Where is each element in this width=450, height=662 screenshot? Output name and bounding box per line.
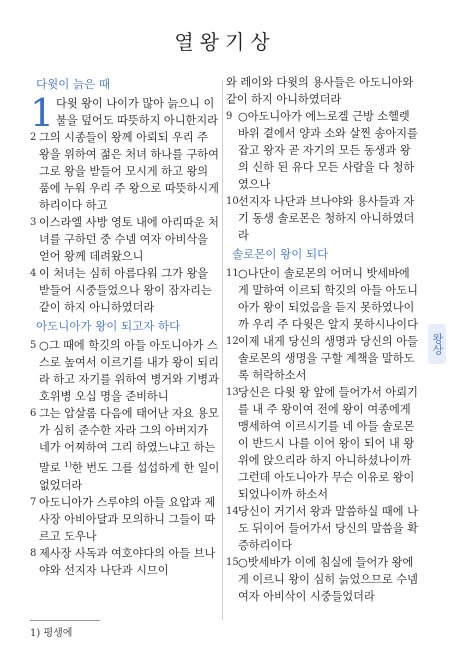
verse-number: 12 bbox=[226, 336, 239, 347]
footnote-marker: 1) bbox=[64, 460, 72, 469]
verse-number: 3 bbox=[30, 217, 37, 228]
verse-3 bbox=[30, 214, 220, 265]
footnote-rule bbox=[30, 620, 100, 621]
verse-12 bbox=[226, 333, 418, 384]
verse-text: ○그 때에 학깃의 아들 아도니아가 스스로 높여서 이르기를 내가 왕이 되리라 하고 자기를 위하여 병거와 기병과 호위병 오십 명을 준비하니 bbox=[39, 339, 219, 403]
verse-text: ○밧세바가 이에 침실에 들어가 왕에게 이르니 왕이 심히 늙었으므로 수넴 여자 아비삭이 시중들었더라 bbox=[238, 556, 418, 603]
verse-text-part: 한 번도 그를 섭섭하게 한 일이 없었더라 bbox=[39, 461, 220, 492]
verse-number: 14 bbox=[226, 506, 239, 517]
verse-7 bbox=[30, 494, 220, 545]
verse-1 bbox=[30, 91, 220, 135]
verse-number: 15 bbox=[226, 557, 239, 568]
verse-number: 9 bbox=[226, 111, 233, 122]
section-heading: 솔로몬이 왕이 되다 bbox=[232, 247, 329, 261]
verse-text: 이 처녀는 심히 아름다워 그가 왕을 받들어 시중들었으나 왕이 잠자리는 같이 하지 아니하였더라 bbox=[39, 267, 212, 314]
verse-8 bbox=[30, 545, 220, 579]
section-heading: 아도니아가 왕이 되고자 하다 bbox=[36, 319, 181, 333]
verse-text: 다윗 왕이 나이가 많아 늙으니 이불을 덮어도 따뜻하지 아니한지라 bbox=[56, 97, 218, 127]
verse-text: 선지자 나단과 브나야와 용사들과 자기 동생 솔로몬은 청하지 아니하였더라 bbox=[238, 195, 415, 242]
verse-text: ○나단이 솔로몬의 어머니 밧세바에게 말하여 이르되 학깃의 아들 아도니아가 왕이 되었음을 듣지 못하였나이까 우리 주 다윗은 알지 못하시나이다 bbox=[238, 267, 418, 331]
verse-text: ○아도니아가 에느로겔 근방 소헬렛 바위 곁에서 양과 소와 살찐 송아지를 잡고 왕자 곧 자기의 모든 동생과 왕의 신하 된 유다 모든 사람을 다 청하였으나 bbox=[238, 110, 418, 191]
verse-number: 10 bbox=[226, 196, 239, 207]
verse-10 bbox=[226, 193, 418, 244]
chapter-number: 1 bbox=[30, 91, 55, 135]
verse-number: 4 bbox=[30, 268, 37, 279]
verse-text bbox=[39, 405, 220, 494]
verse-number: 8 bbox=[30, 547, 37, 559]
verse-2 bbox=[30, 129, 220, 214]
verse-13 bbox=[226, 384, 418, 503]
verse-number: 13 bbox=[226, 387, 239, 398]
verse-5 bbox=[30, 337, 220, 405]
verse-text: 당신이 거기서 왕과 말씀하실 때에 나도 뒤이어 들어가서 당신의 말씀을 확증하리이다 bbox=[238, 505, 418, 552]
left-column bbox=[30, 74, 220, 579]
column-divider bbox=[222, 80, 223, 620]
verse-text: 당신은 다윗 왕 앞에 들어가서 아뢰기를 내 주 왕이여 전에 왕이 여종에게 맹세하여 이르시기를 네 아들 솔로몬이 반드시 나를 이어 왕이 되어 내 왕위에 앉으리라 하지 아니하셨나이까 그런데 아도니아가 무슨 이유로 왕이 되었나이까 하소서 bbox=[238, 386, 418, 501]
verse-4 bbox=[30, 265, 220, 316]
verse-number: 7 bbox=[30, 496, 37, 508]
verse-text: 아도니아가 스루야의 아들 요압과 제사장 아비아달과 모의하니 그들이 따르고 도우나 bbox=[39, 495, 216, 543]
verse-text: 그의 시종들이 왕께 아뢰되 우리 주 왕을 위하여 젊은 처녀 하나를 구하여 그로 왕을 받들어 모시게 하고 왕의 품에 누워 우리 주 왕으로 따뜻하시게 하리이다 하고 bbox=[39, 131, 219, 212]
verse-text-part: 그는 압살롬 다음에 태어난 자요 용모가 심히 준수한 자라 그의 아버지가 네가 어찌하여 그리 하였느냐고 하는 말로 bbox=[39, 407, 219, 475]
verse-text: 제사장 사독과 여호야다의 아들 브나야와 선지자 나단과 시므이 bbox=[39, 546, 216, 577]
book-side-tab: 왕상 bbox=[428, 324, 446, 364]
section-heading: 다윗이 늙은 때 bbox=[36, 77, 110, 91]
footnote: 1) 평생에 bbox=[30, 628, 73, 639]
book-title: 열왕기상 bbox=[174, 30, 276, 54]
verse-text: 이제 내게 당신의 생명과 당신의 아들 솔로몬의 생명을 구할 계책을 말하도록 허락하소서 bbox=[238, 335, 418, 382]
verse-8-continued bbox=[226, 74, 418, 108]
verse-text: 와 레이와 다윗의 용사들은 아도니아와 같이 하지 아니하였더라 bbox=[226, 76, 414, 106]
verse-11 bbox=[226, 265, 418, 333]
verse-number: 6 bbox=[30, 408, 37, 419]
verse-number: 5 bbox=[30, 340, 37, 351]
right-column bbox=[226, 74, 418, 605]
verse-text: 이스라엘 사방 영토 내에 아리따운 처녀를 구하던 중 수넴 여자 아비삭을 얻어 왕께 데려왔으니 bbox=[39, 216, 219, 263]
verse-9 bbox=[226, 108, 418, 193]
verse-15 bbox=[226, 554, 418, 605]
verse-number: 11 bbox=[226, 268, 239, 279]
verse-14 bbox=[226, 503, 418, 554]
verse-number: 2 bbox=[30, 132, 37, 143]
verse-6 bbox=[30, 405, 220, 494]
